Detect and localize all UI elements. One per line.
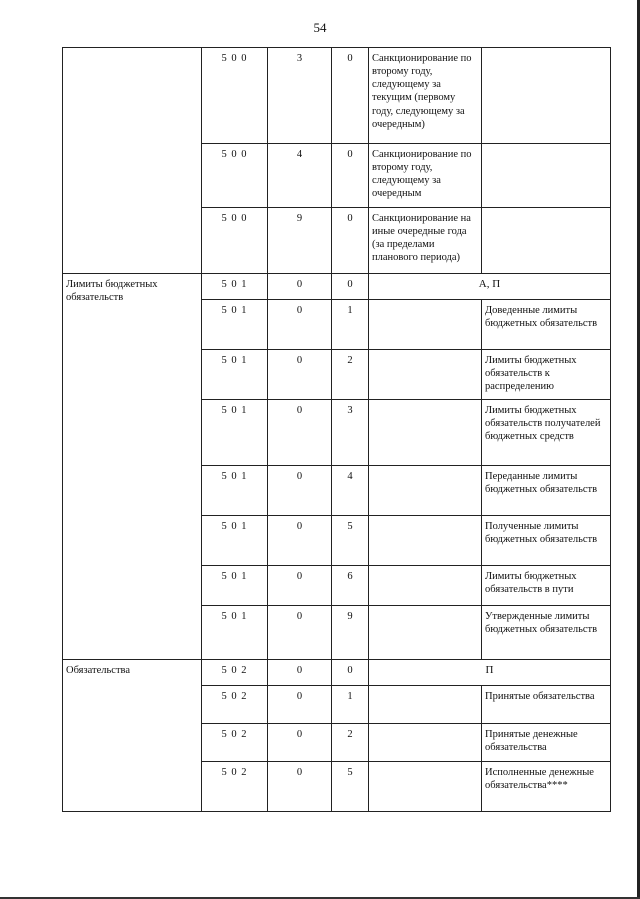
account-cell: 5 0 1 bbox=[202, 350, 268, 400]
kind-cell: 5 bbox=[332, 762, 369, 812]
kind-cell: 1 bbox=[332, 300, 369, 350]
account-cell: 5 0 1 bbox=[202, 466, 268, 516]
kind-cell: 0 bbox=[332, 48, 369, 144]
account-cell: 5 0 1 bbox=[202, 400, 268, 466]
analytic-cell: 3 bbox=[268, 48, 332, 144]
name-cell bbox=[369, 686, 482, 724]
name-cell bbox=[369, 300, 482, 350]
analytic-cell: 0 bbox=[268, 566, 332, 606]
account-cell: 5 0 2 bbox=[202, 724, 268, 762]
analytic-cell: 0 bbox=[268, 686, 332, 724]
kind-cell: 3 bbox=[332, 400, 369, 466]
kind-cell: 0 bbox=[332, 208, 369, 274]
kind-cell: 0 bbox=[332, 144, 369, 208]
name-cell-right bbox=[482, 48, 611, 144]
name-cell-right bbox=[482, 208, 611, 274]
analytic-cell: 4 bbox=[268, 144, 332, 208]
name-cell bbox=[369, 724, 482, 762]
table-row bbox=[63, 660, 611, 686]
account-cell: 5 0 0 bbox=[202, 144, 268, 208]
table-row bbox=[63, 48, 611, 144]
kind-cell: 0 bbox=[332, 660, 369, 686]
kind-cell: 0 bbox=[332, 274, 369, 300]
account-cell: 5 0 1 bbox=[202, 274, 268, 300]
analytic-cell: 0 bbox=[268, 516, 332, 566]
name-cell bbox=[369, 516, 482, 566]
analytic-cell: 0 bbox=[268, 300, 332, 350]
analytic-cell: 0 bbox=[268, 606, 332, 660]
page-number: 54 bbox=[313, 20, 327, 35]
name-cell-right: Принятые обязательства bbox=[482, 686, 611, 724]
kind-cell: 6 bbox=[332, 566, 369, 606]
name-cell-right: Переданные лимиты бюджетных обязательств bbox=[482, 466, 611, 516]
account-cell: 5 0 2 bbox=[202, 762, 268, 812]
name-cell-right: Полученные лимиты бюджетных обязательств bbox=[482, 516, 611, 566]
account-cell: 5 0 2 bbox=[202, 660, 268, 686]
section-cell: Лимиты бюджетных обязательств bbox=[63, 274, 202, 660]
name-cell: Санкционирование по второму году, следующему за текущим (первому году, следующему за очередным) bbox=[369, 48, 482, 144]
kind-cell: 2 bbox=[332, 724, 369, 762]
name-cell bbox=[369, 400, 482, 466]
analytic-cell: 9 bbox=[268, 208, 332, 274]
group-cell: А, П bbox=[369, 274, 611, 300]
name-cell-right: Доведенные лимиты бюджетных обязательств bbox=[482, 300, 611, 350]
kind-cell: 1 bbox=[332, 686, 369, 724]
analytic-cell: 0 bbox=[268, 400, 332, 466]
name-cell bbox=[369, 606, 482, 660]
account-cell: 5 0 0 bbox=[202, 208, 268, 274]
analytic-cell: 0 bbox=[268, 274, 332, 300]
analytic-cell: 0 bbox=[268, 466, 332, 516]
name-cell: Санкционирование по второму году, следующему за очередным bbox=[369, 144, 482, 208]
name-cell bbox=[369, 566, 482, 606]
analytic-cell: 0 bbox=[268, 350, 332, 400]
name-cell: Санкционирование на иные очередные года (за пределами планового периода) bbox=[369, 208, 482, 274]
kind-cell: 9 bbox=[332, 606, 369, 660]
kind-cell: 4 bbox=[332, 466, 369, 516]
table-row bbox=[63, 274, 611, 300]
name-cell-right: Лимиты бюджетных обязательств к распределению bbox=[482, 350, 611, 400]
name-cell-right: Утвержденные лимиты бюджетных обязательств bbox=[482, 606, 611, 660]
name-cell-right: Принятые денежные обязательства bbox=[482, 724, 611, 762]
kind-cell: 5 bbox=[332, 516, 369, 566]
name-cell-right bbox=[482, 144, 611, 208]
name-cell-right: Исполненные денежные обязательства**** bbox=[482, 762, 611, 812]
kind-cell: 2 bbox=[332, 350, 369, 400]
group-cell: П bbox=[369, 660, 611, 686]
name-cell bbox=[369, 762, 482, 812]
section-cell bbox=[63, 48, 202, 274]
name-cell bbox=[369, 350, 482, 400]
analytic-cell: 0 bbox=[268, 724, 332, 762]
section-cell: Обязательства bbox=[63, 660, 202, 812]
analytic-cell: 0 bbox=[268, 762, 332, 812]
name-cell-right: Лимиты бюджетных обязательств в пути bbox=[482, 566, 611, 606]
name-cell-right: Лимиты бюджетных обязательств получателей бюджетных средств bbox=[482, 400, 611, 466]
account-cell: 5 0 1 bbox=[202, 300, 268, 350]
account-cell: 5 0 0 bbox=[202, 48, 268, 144]
accounts-table bbox=[62, 47, 611, 812]
account-cell: 5 0 1 bbox=[202, 566, 268, 606]
account-cell: 5 0 2 bbox=[202, 686, 268, 724]
account-cell: 5 0 1 bbox=[202, 516, 268, 566]
account-cell: 5 0 1 bbox=[202, 606, 268, 660]
analytic-cell: 0 bbox=[268, 660, 332, 686]
name-cell bbox=[369, 466, 482, 516]
